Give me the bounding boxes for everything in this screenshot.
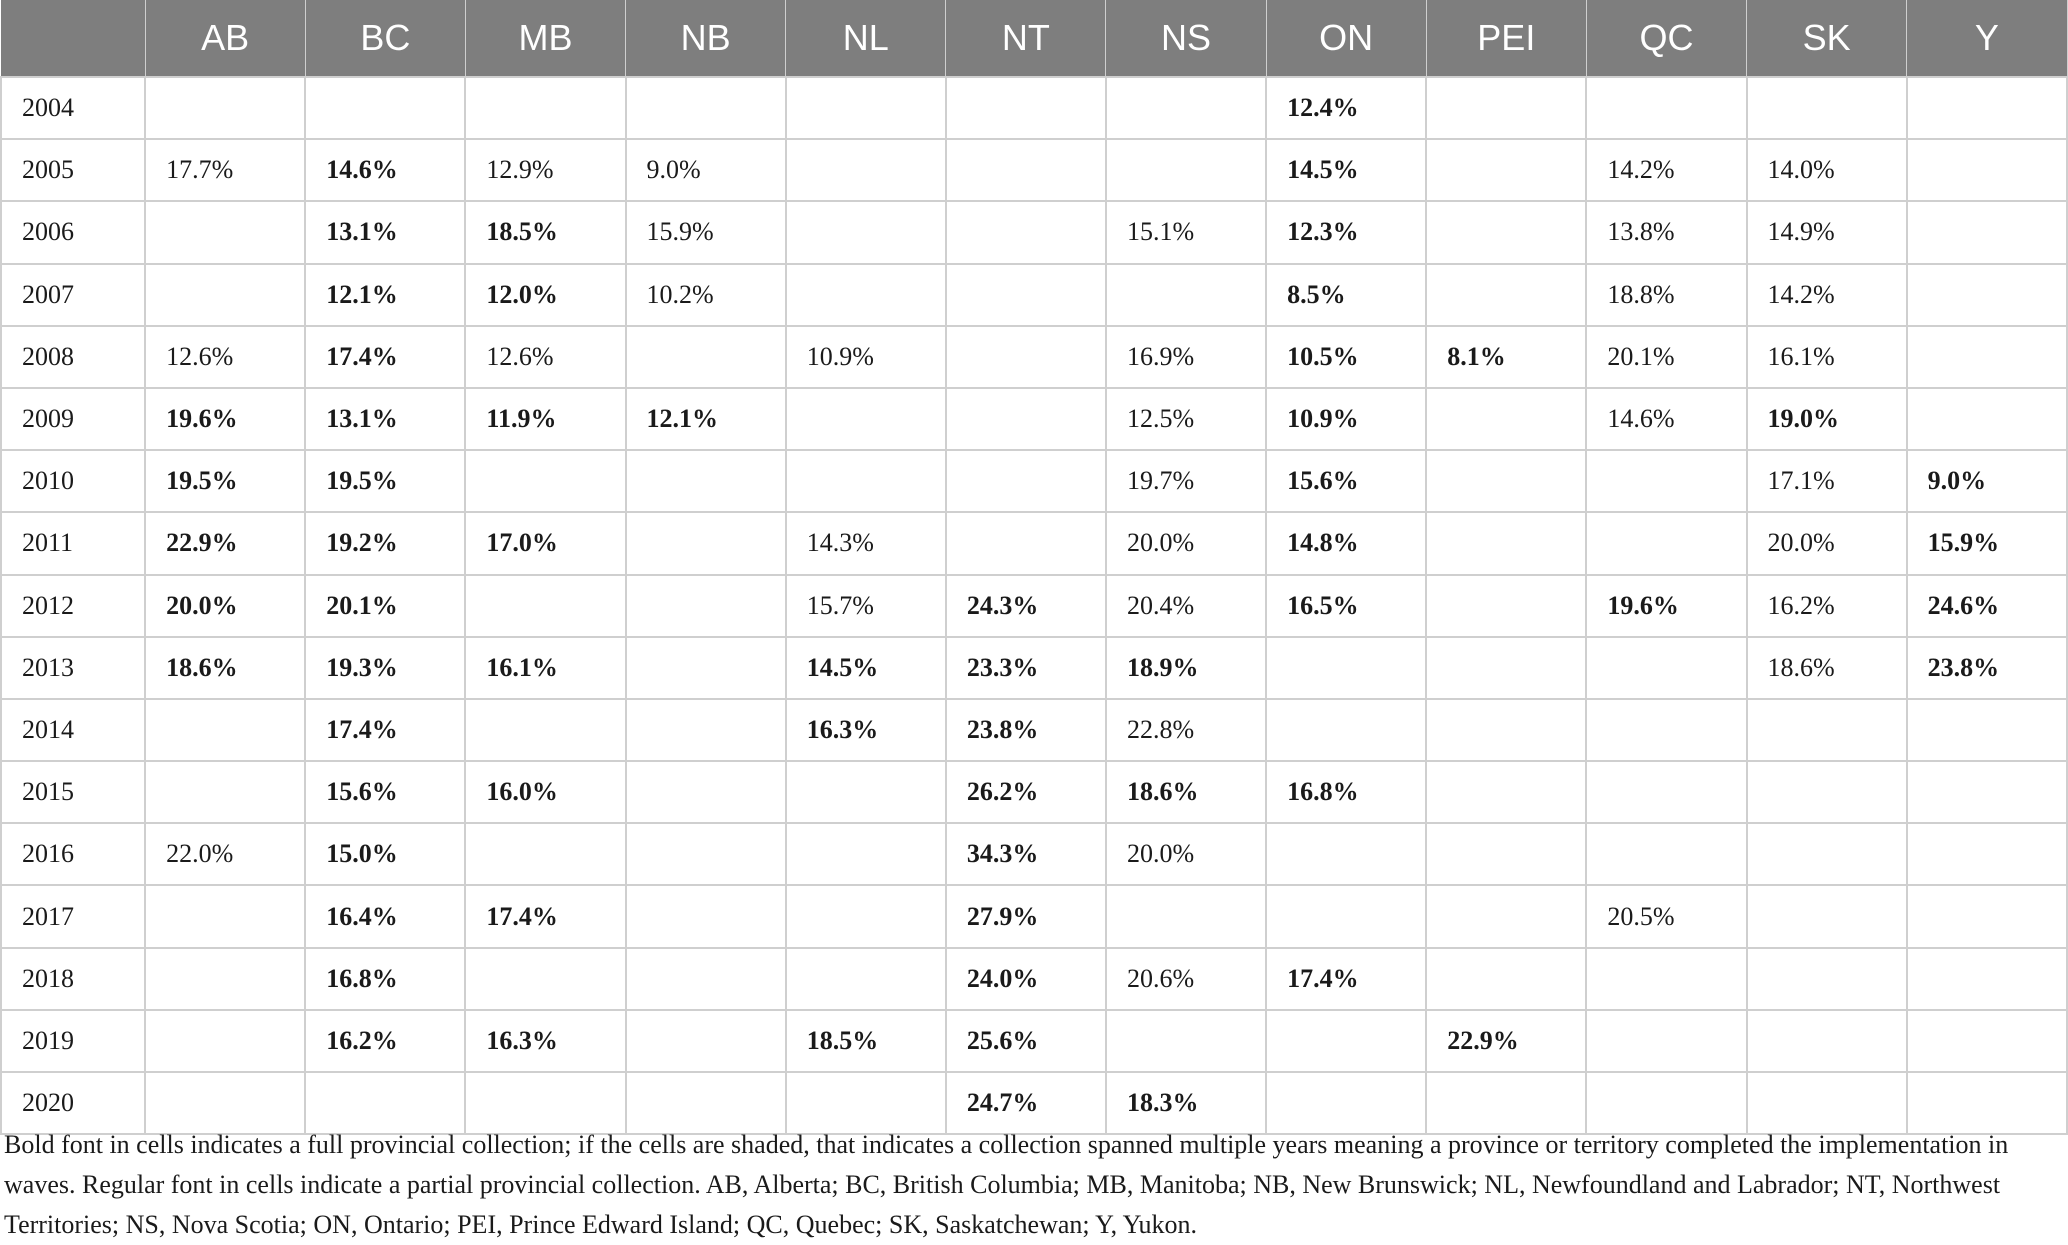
cell-bc xyxy=(305,77,465,139)
cell-y: 23.8% xyxy=(1907,637,2067,699)
cell-nt: 24.3% xyxy=(946,575,1106,637)
cell-sk: 14.9% xyxy=(1747,201,1907,263)
cell-ns: 18.6% xyxy=(1106,761,1266,823)
cell-nl xyxy=(786,885,946,947)
cell-nt xyxy=(946,201,1106,263)
cell-nl: 10.9% xyxy=(786,326,946,388)
table-footnote: Bold font in cells indicates a full provincial collection; if the cells are shaded, that indicates a collection spanned multiple years meaning a province or territory completed the implementation in waves. Regular font in cells indicate a partial provincial collection. AB, Alberta; BC, British Columbia; MB, Manitoba; NB, New Brunswick; NL, Newfoundland and Labrador; NT, Northwest Territories; NS, Nova Scotia; ON, Ontario; PEI, Prince Edward Island; QC, Quebec; SK, Saskatchewan; Y, Yukon. xyxy=(4,1130,2009,1239)
cell-mb xyxy=(465,575,625,637)
table-row xyxy=(1,761,2067,823)
cell-ab xyxy=(145,948,305,1010)
cell-sk: 19.0% xyxy=(1747,388,1907,450)
cell-nb xyxy=(626,450,786,512)
column-header-nt: NT xyxy=(946,0,1106,77)
cell-ns xyxy=(1106,77,1266,139)
cell-nb xyxy=(626,575,786,637)
cell-qc: 19.6% xyxy=(1586,575,1746,637)
row-year: 2016 xyxy=(1,823,145,885)
row-year: 2017 xyxy=(1,885,145,947)
cell-nb: 15.9% xyxy=(626,201,786,263)
cell-on: 15.6% xyxy=(1266,450,1426,512)
cell-qc xyxy=(1586,948,1746,1010)
cell-ab xyxy=(145,761,305,823)
cell-mb xyxy=(465,948,625,1010)
cell-ab xyxy=(145,264,305,326)
cell-nt xyxy=(946,450,1106,512)
cell-mb: 18.5% xyxy=(465,201,625,263)
cell-pei xyxy=(1426,201,1586,263)
row-year: 2010 xyxy=(1,450,145,512)
cell-nl: 16.3% xyxy=(786,699,946,761)
table-row xyxy=(1,699,2067,761)
cell-bc: 12.1% xyxy=(305,264,465,326)
cell-sk xyxy=(1747,699,1907,761)
cell-mb xyxy=(465,823,625,885)
cell-on: 16.5% xyxy=(1266,575,1426,637)
cell-ab xyxy=(145,699,305,761)
cell-ns xyxy=(1106,885,1266,947)
cell-pei xyxy=(1426,885,1586,947)
cell-on xyxy=(1266,885,1426,947)
cell-nb xyxy=(626,823,786,885)
cell-ns xyxy=(1106,139,1266,201)
cell-nb xyxy=(626,512,786,574)
cell-on xyxy=(1266,699,1426,761)
column-header-y: Y xyxy=(1907,0,2067,77)
cell-pei xyxy=(1426,637,1586,699)
cell-nl: 18.5% xyxy=(786,1010,946,1072)
cell-ns: 18.3% xyxy=(1106,1072,1266,1134)
cell-pei xyxy=(1426,512,1586,574)
cell-ns: 16.9% xyxy=(1106,326,1266,388)
cell-ab: 12.6% xyxy=(145,326,305,388)
cell-sk xyxy=(1747,948,1907,1010)
cell-nb xyxy=(626,699,786,761)
header-corner xyxy=(1,0,145,77)
cell-qc xyxy=(1586,512,1746,574)
cell-pei xyxy=(1426,948,1586,1010)
column-header-ns: NS xyxy=(1106,0,1266,77)
cell-ns: 19.7% xyxy=(1106,450,1266,512)
column-header-qc: QC xyxy=(1586,0,1746,77)
table-row xyxy=(1,637,2067,699)
cell-nt xyxy=(946,388,1106,450)
cell-y xyxy=(1907,77,2067,139)
table-row xyxy=(1,450,2067,512)
cell-mb: 12.6% xyxy=(465,326,625,388)
cell-mb xyxy=(465,77,625,139)
cell-on xyxy=(1266,637,1426,699)
cell-ns: 12.5% xyxy=(1106,388,1266,450)
cell-ab xyxy=(145,885,305,947)
row-year: 2015 xyxy=(1,761,145,823)
cell-y xyxy=(1907,264,2067,326)
table-row xyxy=(1,77,2067,139)
cell-nb xyxy=(626,77,786,139)
cell-y xyxy=(1907,139,2067,201)
cell-sk: 16.1% xyxy=(1747,326,1907,388)
cell-nl xyxy=(786,264,946,326)
cell-mb xyxy=(465,699,625,761)
row-year: 2009 xyxy=(1,388,145,450)
row-year: 2004 xyxy=(1,77,145,139)
cell-y xyxy=(1907,388,2067,450)
cell-pei xyxy=(1426,823,1586,885)
cell-ns: 15.1% xyxy=(1106,201,1266,263)
column-header-sk: SK xyxy=(1747,0,1907,77)
cell-qc: 14.2% xyxy=(1586,139,1746,201)
table-row xyxy=(1,948,2067,1010)
cell-ab xyxy=(145,1010,305,1072)
cell-ab: 19.5% xyxy=(145,450,305,512)
cell-qc: 20.1% xyxy=(1586,326,1746,388)
row-year: 2012 xyxy=(1,575,145,637)
cell-bc: 16.2% xyxy=(305,1010,465,1072)
cell-mb: 12.0% xyxy=(465,264,625,326)
cell-ns: 20.0% xyxy=(1106,823,1266,885)
table-row xyxy=(1,388,2067,450)
cell-bc: 16.8% xyxy=(305,948,465,1010)
cell-y: 9.0% xyxy=(1907,450,2067,512)
cell-nb: 10.2% xyxy=(626,264,786,326)
cell-qc xyxy=(1586,450,1746,512)
column-header-ab: AB xyxy=(145,0,305,77)
cell-qc: 14.6% xyxy=(1586,388,1746,450)
cell-bc: 19.2% xyxy=(305,512,465,574)
cell-sk xyxy=(1747,1010,1907,1072)
cell-nt: 23.8% xyxy=(946,699,1106,761)
cell-nt: 34.3% xyxy=(946,823,1106,885)
table-row xyxy=(1,201,2067,263)
cell-mb: 12.9% xyxy=(465,139,625,201)
cell-sk xyxy=(1747,77,1907,139)
cell-nt: 23.3% xyxy=(946,637,1106,699)
cell-nt xyxy=(946,326,1106,388)
cell-on: 14.8% xyxy=(1266,512,1426,574)
cell-nb: 12.1% xyxy=(626,388,786,450)
cell-y: 15.9% xyxy=(1907,512,2067,574)
row-year: 2018 xyxy=(1,948,145,1010)
table-row xyxy=(1,326,2067,388)
cell-y xyxy=(1907,326,2067,388)
cell-bc: 20.1% xyxy=(305,575,465,637)
row-year: 2014 xyxy=(1,699,145,761)
cell-pei: 8.1% xyxy=(1426,326,1586,388)
column-header-bc: BC xyxy=(305,0,465,77)
cell-nl: 14.3% xyxy=(786,512,946,574)
table-body xyxy=(1,77,2067,1134)
cell-y xyxy=(1907,761,2067,823)
cell-bc: 13.1% xyxy=(305,201,465,263)
row-year: 2007 xyxy=(1,264,145,326)
cell-mb xyxy=(465,450,625,512)
cell-mb: 16.0% xyxy=(465,761,625,823)
cell-nb xyxy=(626,326,786,388)
row-year: 2005 xyxy=(1,139,145,201)
cell-sk xyxy=(1747,885,1907,947)
column-header-nb: NB xyxy=(626,0,786,77)
cell-pei xyxy=(1426,139,1586,201)
cell-nb xyxy=(626,948,786,1010)
cell-y xyxy=(1907,948,2067,1010)
cell-ns: 18.9% xyxy=(1106,637,1266,699)
cell-ns: 20.6% xyxy=(1106,948,1266,1010)
cell-qc xyxy=(1586,1010,1746,1072)
cell-on: 16.8% xyxy=(1266,761,1426,823)
column-header-on: ON xyxy=(1266,0,1426,77)
table-row xyxy=(1,575,2067,637)
cell-nt xyxy=(946,77,1106,139)
cell-ns: 22.8% xyxy=(1106,699,1266,761)
cell-sk: 14.2% xyxy=(1747,264,1907,326)
cell-mb: 16.1% xyxy=(465,637,625,699)
cell-ab xyxy=(145,201,305,263)
cell-bc: 16.4% xyxy=(305,885,465,947)
cell-nb xyxy=(626,637,786,699)
table-row xyxy=(1,823,2067,885)
cell-nb xyxy=(626,761,786,823)
row-year: 2019 xyxy=(1,1010,145,1072)
cell-y xyxy=(1907,885,2067,947)
cell-on: 10.5% xyxy=(1266,326,1426,388)
cell-nt xyxy=(946,139,1106,201)
cell-on: 8.5% xyxy=(1266,264,1426,326)
cell-mb: 17.4% xyxy=(465,885,625,947)
cell-sk: 14.0% xyxy=(1747,139,1907,201)
cell-bc: 14.6% xyxy=(305,139,465,201)
cell-y xyxy=(1907,823,2067,885)
column-header-pei: PEI xyxy=(1426,0,1586,77)
cell-ab: 22.9% xyxy=(145,512,305,574)
cell-y xyxy=(1907,1010,2067,1072)
cell-ab: 17.7% xyxy=(145,139,305,201)
cell-nl xyxy=(786,450,946,512)
cell-ab: 18.6% xyxy=(145,637,305,699)
cell-nt xyxy=(946,264,1106,326)
cell-on xyxy=(1266,823,1426,885)
cell-pei xyxy=(1426,575,1586,637)
row-year: 2013 xyxy=(1,637,145,699)
row-year: 2020 xyxy=(1,1072,145,1134)
cell-sk: 17.1% xyxy=(1747,450,1907,512)
cell-ns: 20.0% xyxy=(1106,512,1266,574)
cell-nl xyxy=(786,823,946,885)
cell-qc: 13.8% xyxy=(1586,201,1746,263)
cell-nt: 26.2% xyxy=(946,761,1106,823)
cell-on: 10.9% xyxy=(1266,388,1426,450)
cell-nt: 24.7% xyxy=(946,1072,1106,1134)
cell-ab: 22.0% xyxy=(145,823,305,885)
cell-pei xyxy=(1426,761,1586,823)
cell-qc xyxy=(1586,699,1746,761)
cell-sk xyxy=(1747,761,1907,823)
cell-ns xyxy=(1106,264,1266,326)
cell-nb xyxy=(626,1010,786,1072)
cell-mb: 16.3% xyxy=(465,1010,625,1072)
column-header-mb: MB xyxy=(465,0,625,77)
cell-ab xyxy=(145,77,305,139)
cell-sk: 18.6% xyxy=(1747,637,1907,699)
cell-qc xyxy=(1586,823,1746,885)
header-row xyxy=(1,0,2067,77)
cell-bc: 15.6% xyxy=(305,761,465,823)
cell-ns: 20.4% xyxy=(1106,575,1266,637)
cell-on xyxy=(1266,1010,1426,1072)
cell-qc xyxy=(1586,637,1746,699)
cell-nl xyxy=(786,77,946,139)
cell-on: 14.5% xyxy=(1266,139,1426,201)
row-year: 2006 xyxy=(1,201,145,263)
cell-qc xyxy=(1586,77,1746,139)
cell-pei xyxy=(1426,699,1586,761)
cell-on: 12.3% xyxy=(1266,201,1426,263)
cell-pei xyxy=(1426,77,1586,139)
column-header-nl: NL xyxy=(786,0,946,77)
row-year: 2011 xyxy=(1,512,145,574)
cell-sk: 20.0% xyxy=(1747,512,1907,574)
cell-pei xyxy=(1426,264,1586,326)
table-row xyxy=(1,264,2067,326)
cell-bc: 19.3% xyxy=(305,637,465,699)
cell-nb: 9.0% xyxy=(626,139,786,201)
cell-pei xyxy=(1426,450,1586,512)
cell-mb: 17.0% xyxy=(465,512,625,574)
cell-qc xyxy=(1586,761,1746,823)
table-row xyxy=(1,1010,2067,1072)
cell-nl: 14.5% xyxy=(786,637,946,699)
cell-qc: 20.5% xyxy=(1586,885,1746,947)
cell-nl xyxy=(786,201,946,263)
cell-nl xyxy=(786,388,946,450)
cell-nt: 24.0% xyxy=(946,948,1106,1010)
cell-nt: 25.6% xyxy=(946,1010,1106,1072)
cell-qc: 18.8% xyxy=(1586,264,1746,326)
cell-on: 17.4% xyxy=(1266,948,1426,1010)
cell-bc: 15.0% xyxy=(305,823,465,885)
cell-sk xyxy=(1747,823,1907,885)
cell-bc: 17.4% xyxy=(305,326,465,388)
cell-ab: 19.6% xyxy=(145,388,305,450)
cell-nl xyxy=(786,139,946,201)
cell-nt xyxy=(946,512,1106,574)
table-row xyxy=(1,512,2067,574)
cell-y xyxy=(1907,201,2067,263)
cell-nb xyxy=(626,885,786,947)
row-year: 2008 xyxy=(1,326,145,388)
cell-nl: 15.7% xyxy=(786,575,946,637)
cell-on: 12.4% xyxy=(1266,77,1426,139)
cell-ab: 20.0% xyxy=(145,575,305,637)
cell-nl xyxy=(786,761,946,823)
table-row xyxy=(1,885,2067,947)
cell-pei xyxy=(1426,388,1586,450)
cell-bc: 13.1% xyxy=(305,388,465,450)
cell-nt: 27.9% xyxy=(946,885,1106,947)
cell-y xyxy=(1907,699,2067,761)
cell-y: 24.6% xyxy=(1907,575,2067,637)
cell-bc: 17.4% xyxy=(305,699,465,761)
cell-pei: 22.9% xyxy=(1426,1010,1586,1072)
cell-mb: 11.9% xyxy=(465,388,625,450)
table-row xyxy=(1,139,2067,201)
cell-sk: 16.2% xyxy=(1747,575,1907,637)
cell-bc: 19.5% xyxy=(305,450,465,512)
cell-nl xyxy=(786,948,946,1010)
cell-ns xyxy=(1106,1010,1266,1072)
